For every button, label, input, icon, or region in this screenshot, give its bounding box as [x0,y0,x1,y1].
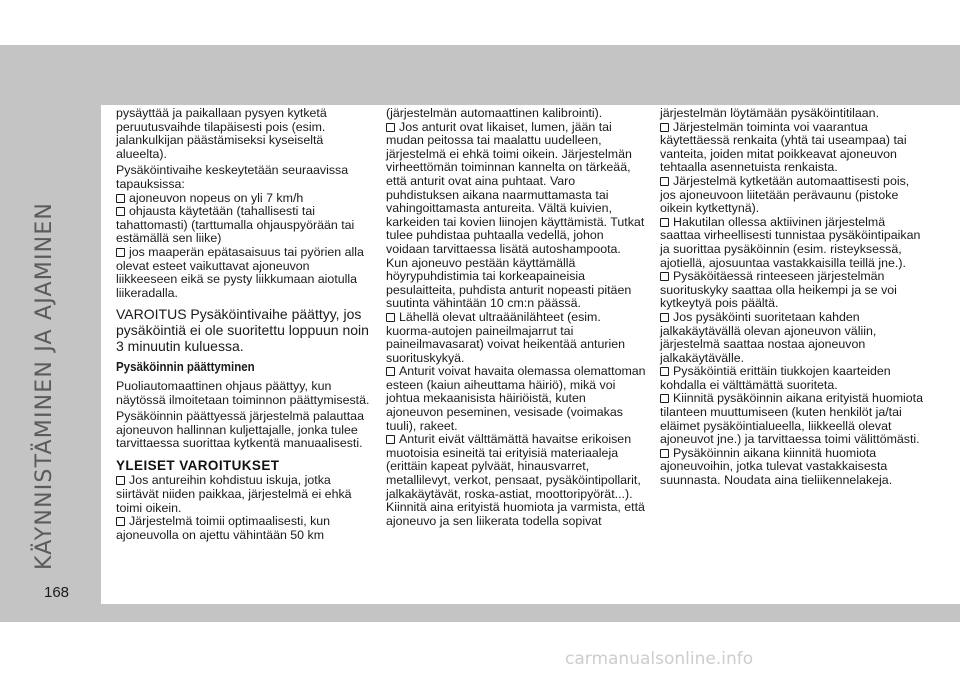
page-number: 168 [44,584,70,601]
checkbox-bullet-icon [116,476,125,485]
column-1 [116,107,371,542]
checkbox-bullet-icon [660,367,669,376]
list-item: ohjausta käytetään (tahallisesti tai tahattomasti) (tarttumalla ohjauspyörään tai estämällä sen liike) [116,204,355,246]
checkbox-bullet-icon [116,517,125,526]
checkbox-bullet-icon [386,313,395,322]
footer-band [0,604,960,622]
checkbox-bullet-icon [386,435,395,444]
checkbox-bullet-icon [660,449,669,458]
list-item: Jos pysäköinti suoritetaan kahden jalkakäytävällä olevan ajoneuvon väliin, järjestelmä saattaa nostaa ajoneuvon jalkakäytävälle. [660,309,877,365]
list-item: Järjestelmä kytketään automaattisesti pois, jos ajoneuvoon liitetään perävaunu (pistoke oikein kytkettynä). [660,173,910,216]
paragraph: Pysäköintivaihe keskeytetään seuraavissa tapauksissa: [116,163,349,191]
list-item: ajoneuvon nopeus on yli 7 km/h [116,192,371,206]
section-heading: YLEISET VAROITUKSET [116,457,280,473]
column-3 [660,107,928,488]
paragraph: pysäyttää ja paikallaan pysyen kytketä peruutusvaihde tilapäisesti pois (esim. jalankulkijan päästämiseksi kyseiseltä alueelta). [116,106,327,161]
checkbox-bullet-icon [116,248,125,257]
list-item: Pysäköintiä erittäin tiukkojen kaarteiden kohdalla ei välttämättä suoriteta. [660,364,891,392]
warning-note: VAROITUS Pysäköintivaihe päättyy, jos pysäköintiä ei ole suoritettu loppuun noin 3 minuutin kuluessa. [116,306,369,355]
list-item: Jos antureihin kohdistuu iskuja, jotka siirtävät niiden paikkaa, järjestelmä ei ehkä toimi oikein. [116,473,352,515]
checkbox-bullet-icon [660,394,669,403]
list-item: Kiinnitä pysäköinnin aikana erityistä huomiota tilanteen muuttumiseen (kuten henkilöt ja/tai eläimet pysäköintialueella, liikkeellä olevat ajoneuvot jne.) ja tarvittaessa toimi välittömästi. [660,391,924,447]
list-item: Anturit voivat havaita olemassa olemattoman esteen (kaiun aiheuttama häiriö), mikä voi johtua mekaanisista häiriöistä, kuten ajoneuvon peseminen, vesisade (voimakas tuuli), rakeet. [386,364,646,433]
list-item: Anturit eivät välttämättä havaitse erikoisen muotoisia esineitä tai erityisiä materiaaleja (erittäin kapeat pylväät, hinausvarret, metallilevyt, verkot, pensaat, pysäköintipollarit, jalkakäytävät, roska-astiat, moottoripyörät...). Kiinnitä aina erityistä huomiota ja varmista, että ajoneuvo ja sen liikerata todella sopivat [386,432,645,528]
checkbox-bullet-icon [660,218,669,227]
list-item: Järjestelmä toimii optimaalisesti, kun ajoneuvolla on ajettu vähintään 50 km [116,514,331,542]
list-item: Pysäköitäessä rinteeseen järjestelmän suorituskyky saattaa olla heikempi ja se voi kytkeytyä pois päältä. [660,269,897,311]
paragraph: Puoliautomaattinen ohjaus päättyy, kun näytössä ilmoitetaan toiminnon päättymisestä. [116,378,370,407]
checkbox-bullet-icon [116,207,125,216]
checkbox-bullet-icon [386,367,395,376]
checkbox-bullet-icon [660,272,669,281]
checkbox-bullet-icon [660,123,669,132]
column-2 [386,107,646,528]
watermark: carmanualsonline.info [565,649,754,669]
subheading: Pysäköinnin päättyminen [116,360,255,375]
list-item: Järjestelmän toiminta voi vaarantua käytettäessä renkaita (yhtä tai useampaa) tai vanteita, joiden mitat poikkeavat ajoneuvon tehtaalla asennetuista renkaista. [660,119,907,175]
list-item: Hakutilan ollessa aktiivinen järjestelmä saattaa virheellisesti tunnistaa pysäköintipaikan ja suorittaa pysäköinnin (esim. risteyksessä, ajotiellä, ajosuuntaa vastakkaisilla teillä jne.). [660,214,921,270]
list-item: jos maaperän epätasaisuus tai pyörien alla olevat esteet vaikuttavat ajoneuvon liikkeeseen eikä se pysty liikkumaan aiotulla liikeradalla. [116,244,364,300]
list-item: Pysäköinnin aikana kiinnitä huomiota ajoneuvoihin, jotka tulevat vastakkaisesta suunnasta. Noudata aina tieliikennelakeja. [660,445,893,488]
checkbox-bullet-icon [660,177,669,186]
list-item: Lähellä olevat ultraäänilähteet (esim. kuorma-autojen paineilmajarrut tai paineilmavasarat) voivat heikentää anturien suorituskykyä. [386,309,626,365]
paragraph: Pysäköinnin päättyessä järjestelmä palauttaa ajoneuvon hallinnan kuljettajalle, jonka tulee tarvittaessa suorittaa kytkentä manuaalisesti. [116,409,364,451]
chapter-title: KÄYNNISTÄMINEN JA AJAMINEN [32,201,57,570]
list-item: Jos anturit ovat likaiset, lumen, jään tai mudan peitossa tai maalattu uudelleen, järjestelmä ei ehkä toimi oikein. Järjestelmän virheettömän toiminnan kannelta on tärkeää, että anturit ovat aina puhtaat. Varo puhdistuksen aikana naarmuttamasta tai vahingoittamasta antureita. Vältä kuivien, karkeiden tai kovien liinojen käyttämistä. Tutkat tulee puhdistaa puhtaalla vedellä, johon voidaan tarvittaessa lisätä autoshampoota. Kun ajoneuvo pestään käyttämällä höyrypuhdistimia tai korkeapaineisia pesulaitteita, puhdista anturit nopeasti pitäen suutinta vähintään 10 cm:n päässä. [386,119,645,311]
checkbox-bullet-icon [386,123,395,132]
paragraph: (järjestelmän automaattinen kalibrointi). [386,106,603,120]
paragraph: järjestelmän löytämään pysäköintitilaan. [660,106,880,120]
checkbox-bullet-icon [660,313,669,322]
top-margin [0,0,960,45]
header-band [0,45,960,105]
checkbox-bullet-icon [116,194,125,203]
